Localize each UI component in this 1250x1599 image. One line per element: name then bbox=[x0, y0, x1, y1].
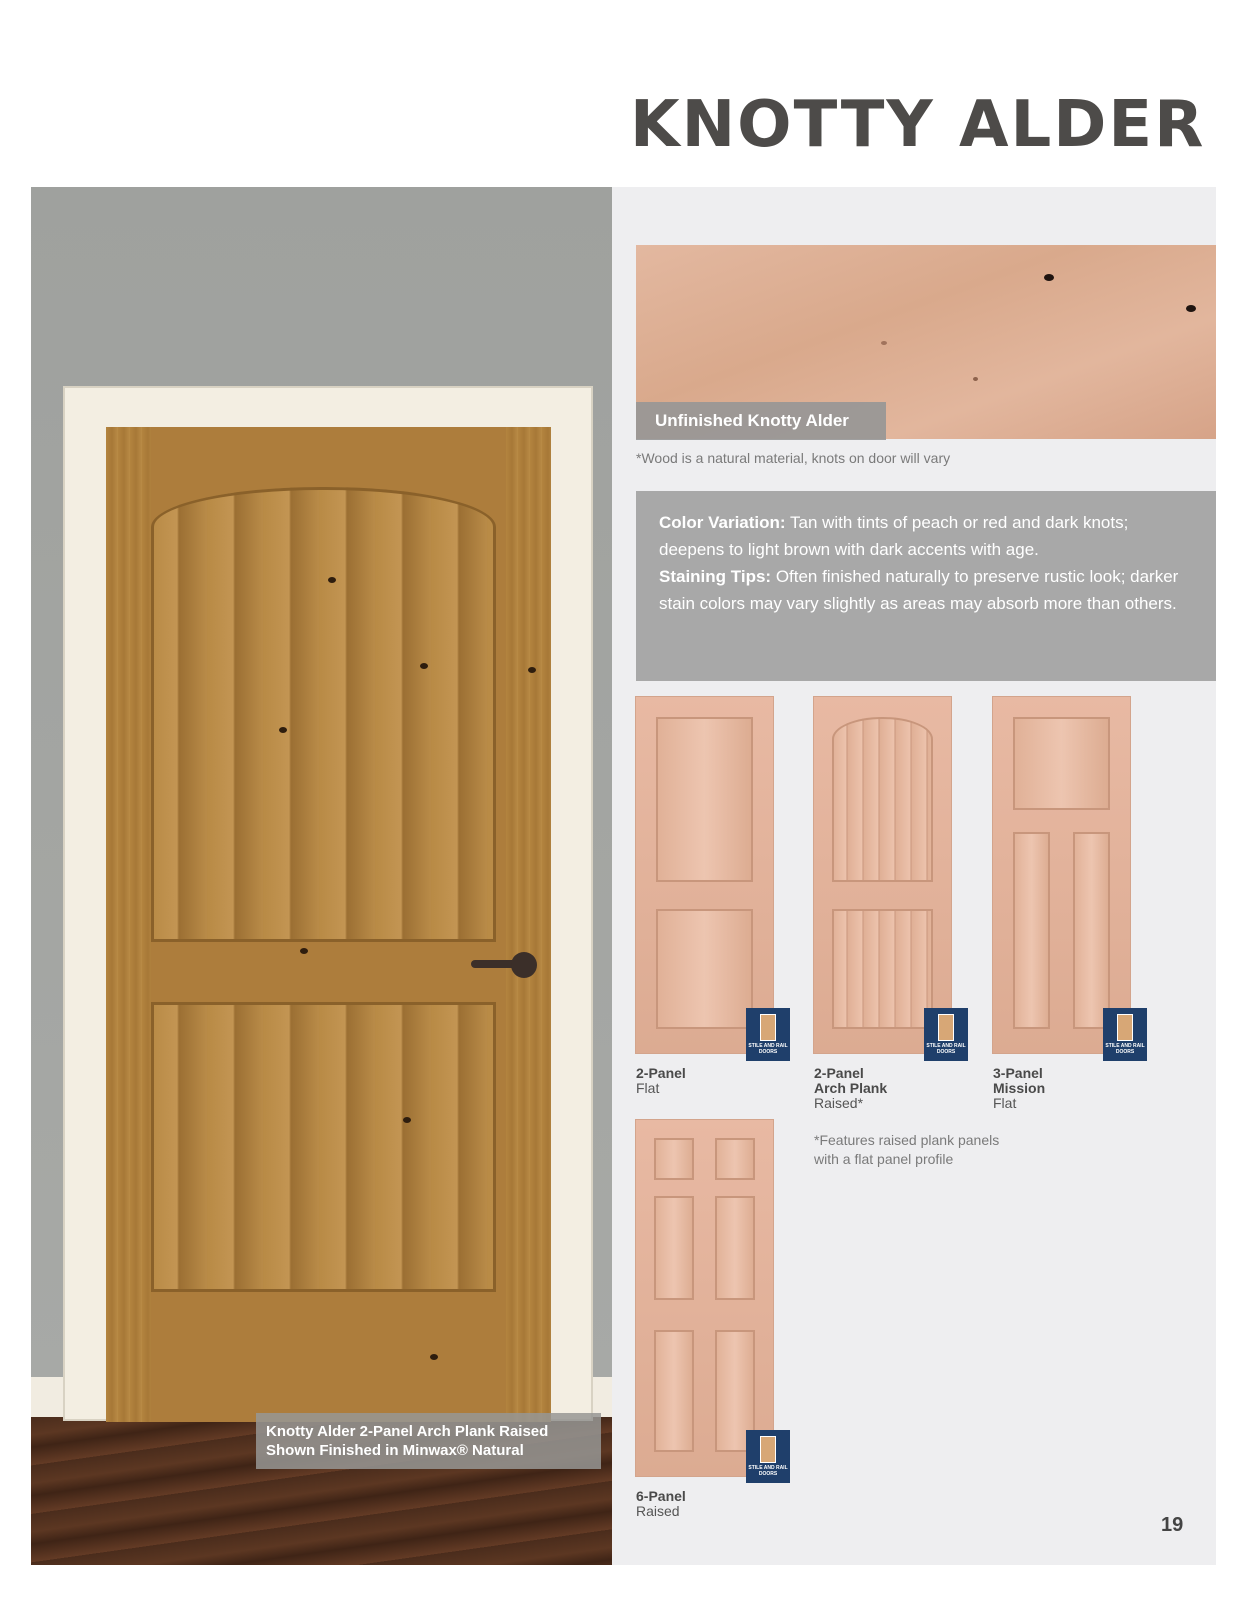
color-variation-text: Tan with tints of peach or red and dark knots; deepens to light brown with dark accents with age. bbox=[659, 513, 1129, 559]
door-knob bbox=[511, 952, 537, 978]
hero-caption-line1: Knotty Alder 2-Panel Arch Plank Raised bbox=[266, 1423, 549, 1440]
door-name-2: 2-Panel Arch Plank Raised* bbox=[814, 1065, 888, 1111]
stile-rail-badge: STILE AND RAIL DOORS bbox=[924, 1008, 968, 1061]
footnote: *Features raised plank panels with a flat panel profile bbox=[814, 1132, 1000, 1167]
hero-door bbox=[106, 427, 551, 1422]
door-thumb-3-panel-mission bbox=[993, 697, 1130, 1053]
staining-tips-label: Staining Tips: bbox=[659, 567, 772, 586]
door-thumb-6-panel bbox=[636, 1120, 773, 1476]
hero-caption-line2: Shown Finished in Minwax® Natural bbox=[266, 1442, 524, 1459]
swatch-label: Unfinished Knotty Alder bbox=[636, 402, 886, 440]
info-box bbox=[636, 491, 1216, 681]
door-thumb-2-panel-flat bbox=[636, 697, 773, 1053]
door-upper-panel bbox=[151, 487, 496, 942]
door-lever bbox=[471, 960, 516, 968]
door-name-3: 3-Panel Mission Flat bbox=[993, 1065, 1046, 1111]
page-number: 19 bbox=[1161, 1514, 1184, 1536]
stile-rail-badge: STILE AND RAIL DOORS bbox=[746, 1008, 790, 1061]
door-name-1: 2-Panel Flat bbox=[636, 1065, 686, 1096]
stile-rail-badge: STILE AND RAIL DOORS bbox=[1103, 1008, 1147, 1061]
door-name-4: 6-Panel Raised bbox=[636, 1488, 686, 1519]
staining-tips-text: Often finished naturally to preserve rustic look; darker stain colors may vary slightly as areas may absorb more than others. bbox=[659, 567, 1179, 613]
door-thumb-2-panel-arch-plank bbox=[814, 697, 951, 1053]
hero-caption bbox=[256, 1413, 601, 1469]
door-stile-left bbox=[106, 427, 151, 1422]
swatch-note: *Wood is a natural material, knots on door will vary bbox=[636, 450, 951, 466]
page-title: KNOTTY ALDER bbox=[630, 88, 1206, 162]
hero-door-photo bbox=[31, 187, 612, 1565]
stile-rail-badge: STILE AND RAIL DOORS bbox=[746, 1430, 790, 1483]
color-variation-label: Color Variation: bbox=[659, 513, 786, 532]
door-stile-right bbox=[506, 427, 551, 1422]
door-lower-panel bbox=[151, 1002, 496, 1292]
